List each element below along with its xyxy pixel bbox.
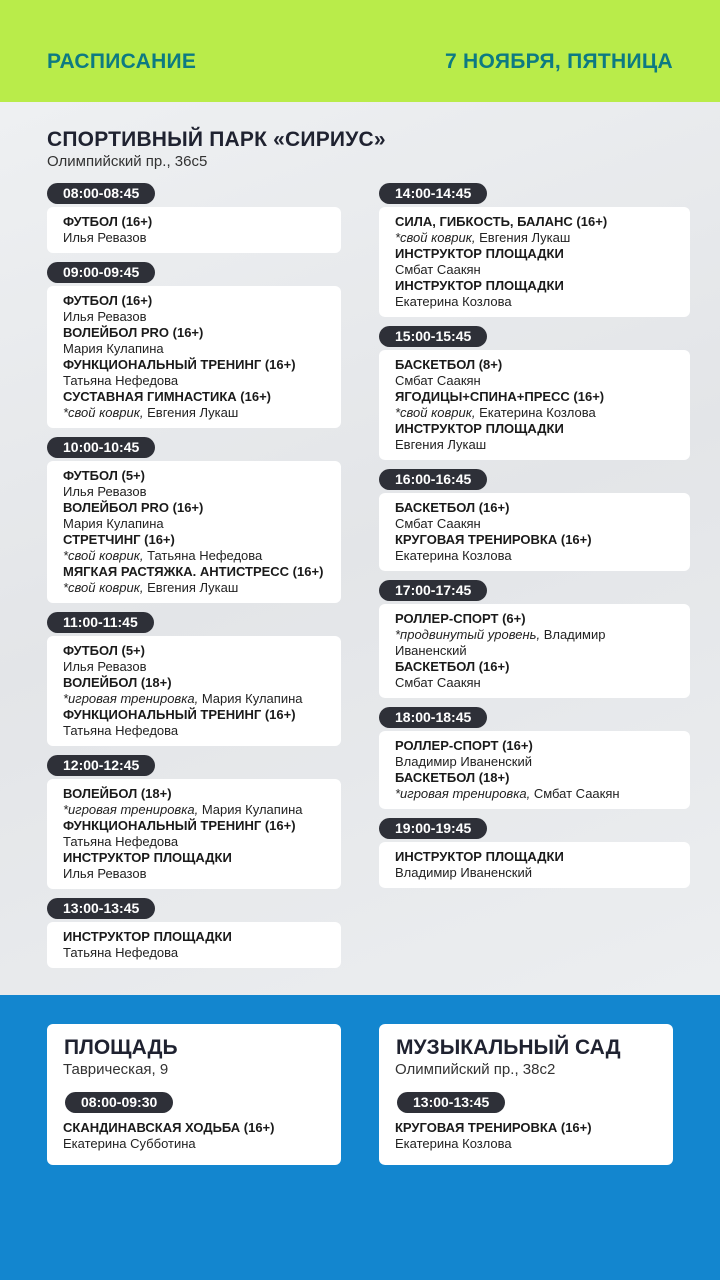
time-pill: 08:00-08:45 (47, 183, 155, 204)
activity-card (379, 731, 690, 809)
activity-details (63, 405, 331, 421)
time-pill: 12:00-12:45 (47, 755, 155, 776)
time-slot (47, 183, 341, 253)
activity-card (47, 207, 341, 253)
time-pill: 18:00-18:45 (379, 707, 487, 728)
activity-details (395, 230, 680, 246)
instructor-name: Смбат Саакян (395, 373, 481, 388)
activity-title: КРУГОВАЯ ТРЕНИРОВКА (16+) (395, 1120, 592, 1135)
time-pill: 11:00-11:45 (47, 612, 154, 633)
instructor-name: Татьяна Нефедова (63, 373, 179, 388)
instructor-name: Татьяна Нефедова (63, 945, 179, 960)
time-pill: 14:00-14:45 (379, 183, 487, 204)
time-pill: 08:00-09:30 (65, 1092, 173, 1113)
activity-title: ФУТБОЛ (5+) (63, 468, 145, 483)
activity-details (395, 437, 680, 453)
activity-card (379, 604, 690, 698)
time-pill: 09:00-09:45 (47, 262, 155, 283)
instructor-name: Мария Кулапина (63, 516, 164, 531)
time-slot (47, 437, 341, 603)
activity-details (63, 373, 331, 389)
activity-card (47, 461, 341, 603)
time-pill: 16:00-16:45 (379, 469, 487, 490)
activity-details (63, 691, 331, 707)
activity-details (395, 294, 680, 310)
venue-address: Олимпийский пр., 36с5 (47, 153, 208, 170)
instructor-name: Екатерина Субботина (63, 1136, 196, 1151)
activity-title: КРУГОВАЯ ТРЕНИРОВКА (16+) (395, 532, 592, 547)
activity-title: МЯГКАЯ РАСТЯЖКА. АНТИСТРЕСС (16+) (63, 564, 324, 579)
activity-title: ФУНКЦИОНАЛЬНЫЙ ТРЕНИНГ (16+) (63, 818, 296, 833)
activity-details (395, 754, 680, 770)
schedule-column-right (379, 183, 690, 897)
instructor-name: Смбат Саакян (395, 262, 481, 277)
activity-note: *свой коврик, (395, 405, 476, 420)
time-slot (47, 755, 341, 889)
instructor-name: Смбат Саакян (395, 675, 481, 690)
activity-note: *свой коврик, (63, 548, 144, 563)
activity-card (379, 207, 690, 317)
instructor-name: Мария Кулапина (63, 341, 164, 356)
activity-card (379, 493, 690, 571)
activity-details (63, 341, 331, 357)
time-pill: 13:00-13:45 (397, 1092, 505, 1113)
activity-details (63, 802, 331, 818)
instructor-name: Татьяна Нефедова (63, 834, 179, 849)
venue-title: СПОРТИВНЫЙ ПАРК «СИРИУС» (47, 128, 386, 151)
time-pill: 19:00-19:45 (379, 818, 487, 839)
instructor-name: Татьяна Нефедова (147, 548, 263, 563)
activity-card (47, 286, 341, 428)
instructor-name: Мария Кулапина (201, 691, 303, 706)
activity-title: ФУНКЦИОНАЛЬНЫЙ ТРЕНИНГ (16+) (63, 357, 296, 372)
instructor-name: Мария Кулапина (201, 802, 303, 817)
activity-title: ИНСТРУКТОР ПЛОЩАДКИ (395, 849, 564, 864)
activity-title: БАСКЕТБОЛ (8+) (395, 357, 503, 372)
activity-details (63, 723, 331, 739)
instructor-name: Илья Ревазов (63, 230, 147, 245)
activity-details (395, 405, 680, 421)
activity-title: ФУТБОЛ (5+) (63, 643, 145, 658)
instructor-name: Евгения Лукаш (395, 437, 487, 452)
instructor-name: Евгения Лукаш (147, 580, 239, 595)
activity-note: *игровая тренировка, (63, 802, 199, 817)
activity-details (395, 262, 680, 278)
activity-title: ВОЛЕЙБОЛ PRO (16+) (63, 500, 204, 515)
activity-card (47, 636, 341, 746)
venue-card-musical-garden (379, 1024, 673, 1165)
activity-details (395, 627, 680, 659)
activity-details (395, 516, 680, 532)
activity-title: СКАНДИНАВСКАЯ ХОДЬБА (16+) (63, 1120, 275, 1135)
activity-details (63, 548, 331, 564)
activity-title: ИНСТРУКТОР ПЛОЩАДКИ (395, 278, 564, 293)
activity-title: СУСТАВНАЯ ГИМНАСТИКА (16+) (63, 389, 271, 404)
activity-details (63, 866, 331, 882)
venue-name: МУЗЫКАЛЬНЫЙ САД (396, 1036, 621, 1059)
activity-title: ИНСТРУКТОР ПЛОЩАДКИ (395, 246, 564, 261)
instructor-name: Илья Ревазов (63, 866, 147, 881)
activity-title: СИЛА, ГИБКОСТЬ, БАЛАНС (16+) (395, 214, 608, 229)
venue-name: ПЛОЩАДЬ (64, 1036, 178, 1059)
instructor-name: Екатерина Козлова (479, 405, 596, 420)
activity-title: РОЛЛЕР-СПОРТ (16+) (395, 738, 533, 753)
activity-details (63, 516, 331, 532)
instructor-name: Евгения Лукаш (147, 405, 239, 420)
activity-details (395, 548, 680, 564)
instructor-name: Илья Ревазов (63, 309, 147, 324)
activity-card (47, 779, 341, 889)
activity-details (63, 309, 331, 325)
time-slot (379, 818, 690, 888)
activity-title: ИНСТРУКТОР ПЛОЩАДКИ (395, 421, 564, 436)
activity-note: *игровая тренировка, (63, 691, 199, 706)
activity-details (63, 945, 331, 961)
time-slot (379, 707, 690, 809)
venue-address: Таврическая, 9 (63, 1061, 169, 1078)
activity-title: ФУТБОЛ (16+) (63, 214, 153, 229)
instructor-name: Владимир Иваненский (395, 754, 533, 769)
time-slot (379, 469, 690, 571)
activity-title: ИНСТРУКТОР ПЛОЩАДКИ (63, 850, 232, 865)
venue-card-ploshchad (47, 1024, 341, 1165)
activity-card (379, 842, 690, 888)
instructor-name: Екатерина Козлова (395, 1136, 512, 1151)
instructor-name: Илья Ревазов (63, 659, 147, 674)
activity-card (47, 922, 341, 968)
time-slot (379, 326, 690, 460)
header-bar (0, 0, 720, 102)
instructor-name: Татьяна Нефедова (63, 723, 179, 738)
instructor-name: Владимир Иваненский (395, 865, 533, 880)
activity-note: *свой коврик, (63, 580, 144, 595)
activity-title: ФУТБОЛ (16+) (63, 293, 153, 308)
activity-title: ЯГОДИЦЫ+СПИНА+ПРЕСС (16+) (395, 389, 605, 404)
page-title: РАСПИСАНИЕ (47, 50, 197, 73)
activity-title: БАСКЕТБОЛ (18+) (395, 770, 510, 785)
activity-card (379, 350, 690, 460)
time-slot (47, 612, 341, 746)
activity-details (63, 230, 331, 246)
activity-title: РОЛЛЕР-СПОРТ (6+) (395, 611, 526, 626)
time-pill: 13:00-13:45 (47, 898, 155, 919)
time-slot (379, 183, 690, 317)
date-label: 7 НОЯБРЯ, ПЯТНИЦА (444, 50, 673, 73)
activity-details (395, 373, 680, 389)
schedule-column-left (47, 183, 341, 977)
activity-title: СТРЕТЧИНГ (16+) (63, 532, 175, 547)
instructor-name: Илья Ревазов (63, 484, 147, 499)
activity-title: ВОЛЕЙБОЛ (18+) (63, 675, 172, 690)
activity-title: БАСКЕТБОЛ (16+) (395, 659, 510, 674)
activity-title: ВОЛЕЙБОЛ (18+) (63, 786, 172, 801)
activity-note: *свой коврик, (395, 230, 476, 245)
time-pill: 10:00-10:45 (47, 437, 155, 458)
instructor-name: Евгения Лукаш (479, 230, 571, 245)
activity-details (395, 865, 680, 881)
venue-address: Олимпийский пр., 38с2 (395, 1061, 556, 1078)
activity-title: ИНСТРУКТОР ПЛОЩАДКИ (63, 929, 232, 944)
activity-details (63, 834, 331, 850)
instructor-name: Смбат Саакян (395, 516, 481, 531)
activity-details (395, 675, 680, 691)
instructor-name: Смбат Саакян (533, 786, 620, 801)
activity-details (395, 786, 680, 802)
time-slot (47, 898, 341, 968)
time-pill: 17:00-17:45 (379, 580, 487, 601)
instructor-name: Екатерина Козлова (395, 294, 512, 309)
activity-note: *игровая тренировка, (395, 786, 531, 801)
activity-note: *продвинутый уровень, (395, 627, 541, 642)
activity-title: БАСКЕТБОЛ (16+) (395, 500, 510, 515)
activity-note: *свой коврик, (63, 405, 144, 420)
activity-details (63, 659, 331, 675)
instructor-name: Владимир Иваненский (395, 627, 606, 658)
activity-details (63, 580, 331, 596)
time-slot (47, 262, 341, 428)
activity-title: ФУНКЦИОНАЛЬНЫЙ ТРЕНИНГ (16+) (63, 707, 296, 722)
instructor-name: Екатерина Козлова (395, 548, 512, 563)
activity-details (63, 484, 331, 500)
activity-title: ВОЛЕЙБОЛ PRO (16+) (63, 325, 204, 340)
time-slot (379, 580, 690, 698)
time-pill: 15:00-15:45 (379, 326, 487, 347)
